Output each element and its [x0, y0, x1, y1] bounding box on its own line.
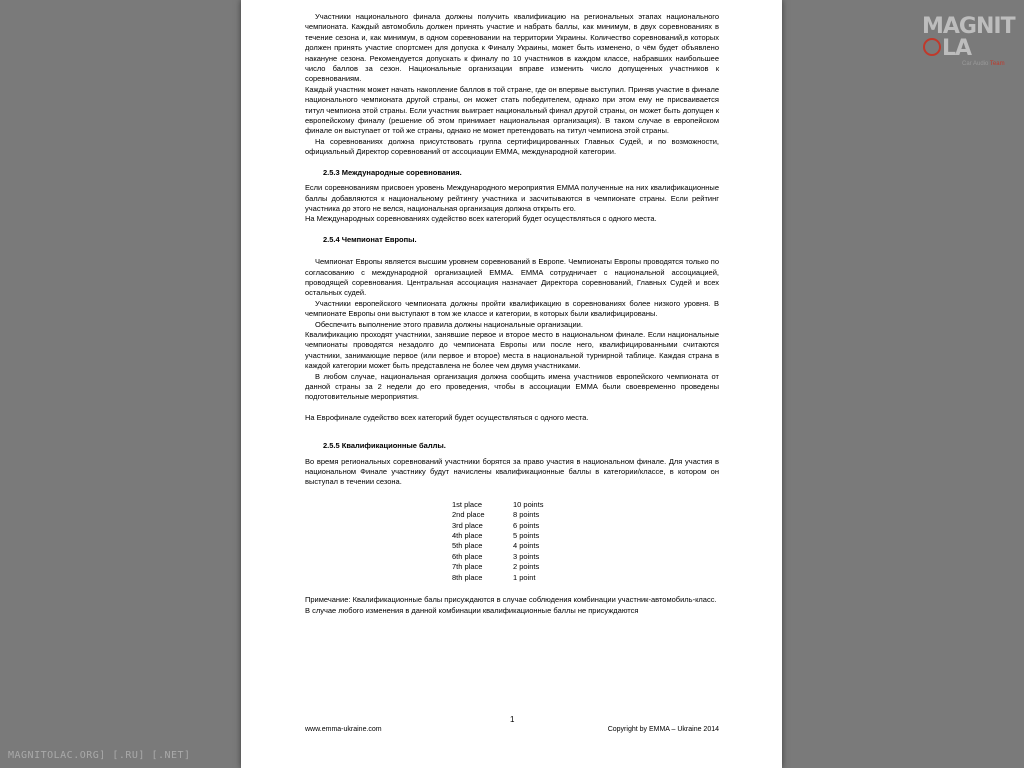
points-row: [452, 541, 719, 551]
logo-text-left: MAGNIT: [922, 14, 1015, 39]
points-row: [452, 562, 719, 572]
note-paragraph: В случае любого изменения в данной комбинации квалификационные баллы не присуждаются: [305, 605, 639, 615]
place-label: 1st place: [452, 499, 483, 509]
footer-site: www.emma-ukraine.com: [305, 726, 382, 733]
points-value: 5 points: [513, 531, 540, 541]
points-value: 4 points: [513, 541, 540, 551]
document-page: [241, 0, 782, 768]
site-watermark: MAGNITOLAC.ORG] [.RU] [.NET]: [8, 750, 191, 761]
paragraph: На соревнованиях должна присутствовать группа сертифицированных Главных Судей, и по возможности, официальный Директор соревнований от ассоциации EMMA, международной категории.: [305, 136, 719, 157]
footer-copyright: Copyright by EMMA – Ukraine 2014: [607, 726, 719, 733]
section-heading-2-5-4: 2.5.4 Чемпионат Европы.: [323, 234, 417, 244]
points-value: 1 point: [513, 572, 536, 582]
points-value: 8 points: [513, 510, 540, 520]
points-row: [452, 510, 719, 520]
place-label: 8th place: [452, 572, 483, 582]
logo-sub-left: Car Audio: [962, 61, 989, 67]
section-heading-2-5-3: 2.5.3 Международные соревнования.: [323, 167, 462, 177]
paragraph: Участники европейского чемпионата должны пройти квалификацию в соревнованиях более низкого уровня. В чемпионате Европы они выступают в том же классе и категории, в которых были квалифицированы.: [305, 298, 719, 319]
points-row: [452, 521, 719, 531]
logo-sub-right: Team: [989, 61, 1005, 67]
logo-text-right: LA: [942, 36, 972, 61]
points-value: 10 points: [513, 499, 544, 509]
points-value: 2 points: [513, 562, 540, 572]
points-row: [452, 552, 719, 562]
place-label: 4th place: [452, 531, 483, 541]
section-heading-2-5-5: 2.5.5 Квалификационные баллы.: [323, 441, 446, 451]
page-content: [305, 12, 719, 616]
paragraph: Квалификацию проходят участники, занявшие первое и второе место в национальном финале. Если национальные чемпионаты проводятся незадолго до чемпионата Европы или после него, квалифицированными считаются участники, занимающие первое (или первое и второе) места в национальной турнирной таблице. Каждая страна в каждой категории может быть представлена не более чем двумя участниками.: [305, 329, 719, 371]
paragraph: На Международных соревнованиях судейство всех категорий будет осуществляться с одного места.: [305, 214, 657, 224]
points-row: [452, 500, 719, 510]
paragraph: В любом случае, национальная организация должна сообщить имена участников европейского чемпионата от данной страны за 2 недели до его проведения, чтобы в ассоциации EMMA были своевременно проведены подготовительные мероприятия.: [305, 371, 719, 402]
paragraph: На Еврофинале судейство всех категорий будет осуществляться с одного места.: [305, 412, 589, 422]
paragraph: Во время региональных соревнований участники борятся за право участия в национальном финале. Для участия в национальном Финале участнику будут начислены квалификационные баллы в категории/классе, в котором он выступал в течении сезона.: [305, 456, 719, 487]
points-row: [452, 573, 719, 583]
logo-ring-icon: [923, 38, 941, 56]
points-value: 6 points: [513, 520, 540, 530]
paragraph: Участники национального финала должны получить квалификацию на региональных этапах национального чемпионата. Каждый автомобиль должен принять участие и набрать баллы, как минимум, в двух соревнованиях в течение сезона и, как минимум, в одном соревновании на территории Украины. Количество соревнований,в которых должен принять участие спортсмен для допуска к Финалу Украины, может быть изменено, о чём будет объявлено накануне сезона. Рекомендуется допускать к финалу по 10 участников в каждом классе, набравших наибольшее число баллов за сезон. Национальные организации вправе изменить число допущенных участников к соревнованиям.: [305, 12, 719, 84]
paragraph: Обеспечить выполнение этого правила должны национальные организации.: [315, 319, 583, 329]
paragraph: Если соревнованиям присвоен уровень Международного мероприятия EMMA полученные на них квалификационные баллы добавляются к национальному рейтингу участника и засчитываются в чемпионате страны. Если рейтинг участника до этого не велся, национальная организация должна открыть его.: [305, 183, 719, 213]
magnitola-logo: [922, 14, 1015, 67]
place-label: 7th place: [452, 562, 483, 572]
note-paragraph: Примечание: Квалификационные балы присуждаются в случае соблюдения комбинации участник-автомобиль-класс.: [305, 595, 717, 605]
points-value: 3 points: [513, 551, 540, 561]
paragraph: Каждый участник может начать накопление баллов в той стране, где он впервые выступил. Приняв участие в финале национального чемпионата другой страны, он может стать победителем, однако при этом ему не присваивается титул чемпиона этой страны. Если участник выиграет национальный финал другой страны, он может быть допущен к европейскому финалу (решение об этом принимает национальная организация). В таком случае в европейском финале он выступает от той же страны, однако не может претендовать на титул чемпиона этой страны.: [305, 84, 719, 136]
place-label: 5th place: [452, 541, 483, 551]
place-label: 6th place: [452, 551, 483, 561]
points-table: [452, 500, 719, 583]
page-number: 1: [510, 715, 515, 724]
paragraph: Чемпионат Европы является высшим уровнем соревнований в Европе. Чемпионаты Европы проводятся только по согласованию с международной организацией EMMA. EMMA сотрудничает с национальной ассоциацией, проводящей соревнования. Центральная ассоциация назначает Директора соревнований, Главных Судей и всех остальных судей.: [305, 257, 719, 298]
points-row: [452, 531, 719, 541]
place-label: 3rd place: [452, 520, 483, 530]
place-label: 2nd place: [452, 510, 485, 520]
